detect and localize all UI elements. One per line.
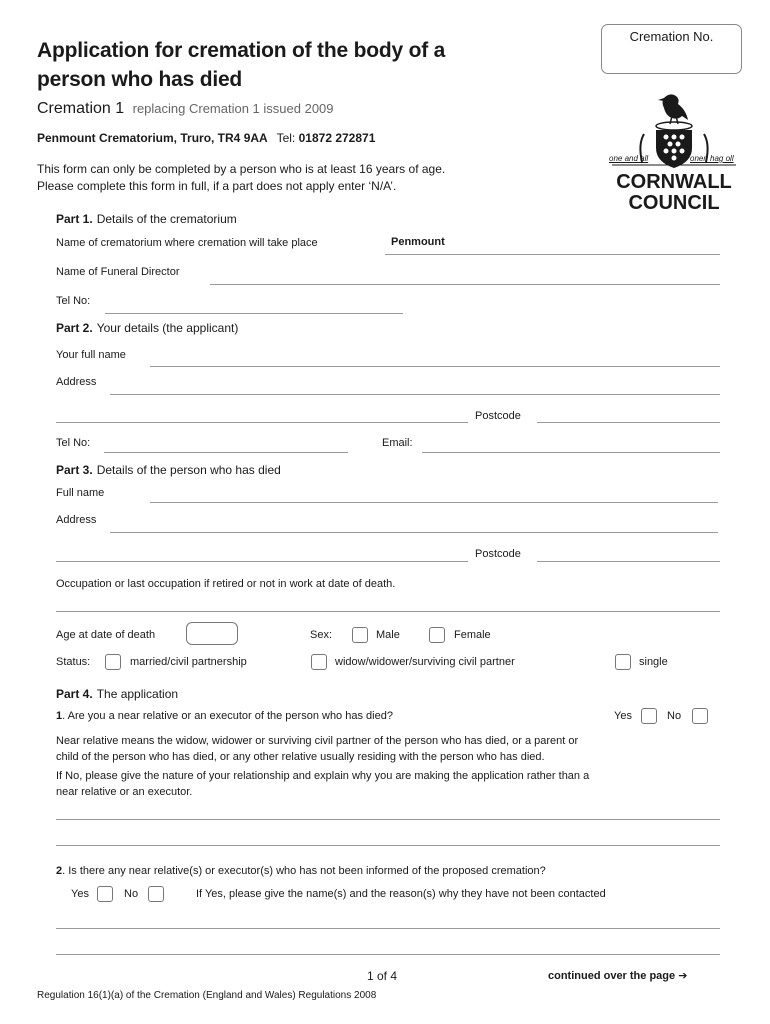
q1-if-no-instructions	[56, 768, 589, 800]
funeral-director-field[interactable]	[210, 284, 720, 285]
applicant-address-label: Address	[56, 376, 97, 388]
if-no-line-1: If No, please give the nature of your relationship and explain why you are making the application rather than a	[56, 770, 590, 782]
sex-male-label: Male	[376, 629, 400, 641]
q1-no-label: No	[667, 710, 682, 722]
sex-male-checkbox[interactable]	[352, 627, 368, 643]
age-input[interactable]	[186, 622, 238, 645]
crematorium-tel-label: Tel:	[276, 131, 296, 145]
q2-yes-checkbox[interactable]	[97, 886, 113, 902]
q2-yes-label: Yes	[71, 888, 89, 900]
form-subtitle	[37, 100, 334, 118]
part3-title: Details of the person who has died	[96, 463, 281, 477]
form-note: replacing Cremation 1 issued 2009	[132, 101, 334, 116]
status-single-checkbox[interactable]	[615, 654, 631, 670]
if-no-line-2: near relative or an executor.	[56, 786, 193, 798]
part4-heading	[56, 687, 178, 701]
status-married-checkbox[interactable]	[105, 654, 121, 670]
deceased-name-label: Full name	[56, 487, 105, 499]
q1-explanation-field-1[interactable]	[56, 819, 720, 820]
part3-number: Part 3.	[56, 463, 93, 477]
question-1-number: 1	[56, 710, 63, 722]
part1-number: Part 1.	[56, 212, 93, 226]
occupation-label: Occupation or last occupation if retired or not in work at date of death.	[56, 578, 396, 590]
page-number: 1 of 4	[367, 969, 398, 983]
q2-details-field-2[interactable]	[56, 954, 720, 955]
crematorium-tel-number: 01872 272871	[298, 131, 376, 145]
q2-no-label: No	[124, 888, 139, 900]
deceased-address-label: Address	[56, 514, 97, 526]
status-married-label: married/civil partnership	[130, 656, 247, 668]
part1-tel-label: Tel No:	[56, 295, 91, 307]
sex-female-label: Female	[454, 629, 491, 641]
deceased-postcode-field[interactable]	[537, 561, 720, 562]
q1-yes-label: Yes	[614, 710, 632, 722]
cremation-number-box[interactable]	[601, 24, 742, 74]
part1-heading	[56, 212, 237, 226]
deceased-name-field[interactable]	[150, 502, 718, 503]
sex-label: Sex:	[310, 629, 333, 641]
applicant-tel-field[interactable]	[104, 452, 348, 453]
intro-line-1: This form can only be completed by a person who is at least 16 years of age.	[37, 162, 446, 176]
part4-title: The application	[96, 687, 179, 701]
applicant-email-field[interactable]	[422, 452, 720, 453]
crematorium-name-label: Name of crematorium where cremation will take place	[56, 237, 318, 249]
age-label: Age at date of death	[56, 629, 156, 641]
question-1-text: . Are you a near relative or an executor of the person who has died?	[62, 710, 393, 722]
deceased-address-field-2[interactable]	[56, 561, 468, 562]
regulation-reference: Regulation 16(1)(a) of the Cremation (England and Wales) Regulations 2008	[37, 990, 377, 1001]
applicant-address-field-1[interactable]	[110, 394, 720, 395]
applicant-address-field-2[interactable]	[56, 422, 468, 423]
deceased-postcode-label: Postcode	[475, 548, 521, 560]
q2-details-field-1[interactable]	[56, 928, 720, 929]
part2-title: Your details (the applicant)	[96, 321, 239, 335]
motto-left: one and all	[609, 154, 649, 163]
near-relative-definition	[56, 733, 578, 765]
part3-heading	[56, 463, 281, 477]
motto-right: onen hag oll	[690, 154, 734, 163]
applicant-email-label: Email:	[382, 437, 413, 449]
arrow-right-icon: ➔	[678, 970, 688, 982]
q2-no-checkbox[interactable]	[148, 886, 164, 902]
question-1	[56, 710, 393, 722]
applicant-postcode-label: Postcode	[475, 410, 521, 422]
q1-yes-checkbox[interactable]	[641, 708, 657, 724]
intro-text	[37, 161, 445, 195]
continued-text: continued over the page	[548, 970, 676, 982]
status-single-label: single	[639, 656, 668, 668]
logo-wordmark	[604, 172, 744, 214]
part2-number: Part 2.	[56, 321, 93, 335]
applicant-name-field[interactable]	[150, 366, 720, 367]
status-widow-checkbox[interactable]	[311, 654, 327, 670]
cremation-number-label: Cremation No.	[629, 29, 714, 44]
definition-line-2: child of the person who has died, or any other relative usually residing with the person who has died.	[56, 751, 545, 763]
part2-heading	[56, 321, 238, 335]
part1-title: Details of the crematorium	[96, 212, 237, 226]
sex-female-checkbox[interactable]	[429, 627, 445, 643]
crematorium-address-line	[37, 131, 375, 145]
q1-explanation-field-2[interactable]	[56, 845, 720, 846]
question-2-text: . Is there any near relative(s) or executor(s) who has not been informed of the proposed cremation?	[62, 865, 546, 877]
logo-line-2: COUNCIL	[628, 192, 720, 214]
q1-no-checkbox[interactable]	[692, 708, 708, 724]
logo-line-1: CORNWALL	[616, 171, 732, 193]
funeral-director-label: Name of Funeral Director	[56, 266, 180, 278]
question-2-number: 2	[56, 865, 63, 877]
continued-note	[548, 969, 687, 982]
intro-line-2: Please complete this form in full, if a part does not apply enter ‘N/A’.	[37, 179, 397, 193]
part4-number: Part 4.	[56, 687, 93, 701]
occupation-field[interactable]	[56, 611, 720, 612]
council-logo	[604, 90, 744, 220]
applicant-postcode-field[interactable]	[537, 422, 720, 423]
form-title: Application for cremation of the body of a person who has died	[37, 39, 446, 91]
applicant-tel-label: Tel No:	[56, 437, 91, 449]
crematorium-address: Penmount Crematorium, Truro, TR4 9AA	[37, 131, 268, 145]
definition-line-1: Near relative means the widow, widower or surviving civil partner of the person who has died, or a parent or	[56, 735, 579, 747]
status-widow-label: widow/widower/surviving civil partner	[335, 656, 515, 668]
status-label: Status:	[56, 656, 91, 668]
crematorium-name-field[interactable]	[385, 254, 720, 255]
crematorium-name-value[interactable]: Penmount	[391, 236, 445, 248]
applicant-name-label: Your full name	[56, 349, 126, 361]
question-2	[56, 865, 546, 877]
part1-tel-field[interactable]	[105, 313, 403, 314]
q2-if-yes-instructions: If Yes, please give the name(s) and the reason(s) why they have not been contacted	[196, 888, 606, 900]
deceased-address-field-1[interactable]	[110, 532, 718, 533]
form-name: Cremation 1	[37, 100, 125, 117]
